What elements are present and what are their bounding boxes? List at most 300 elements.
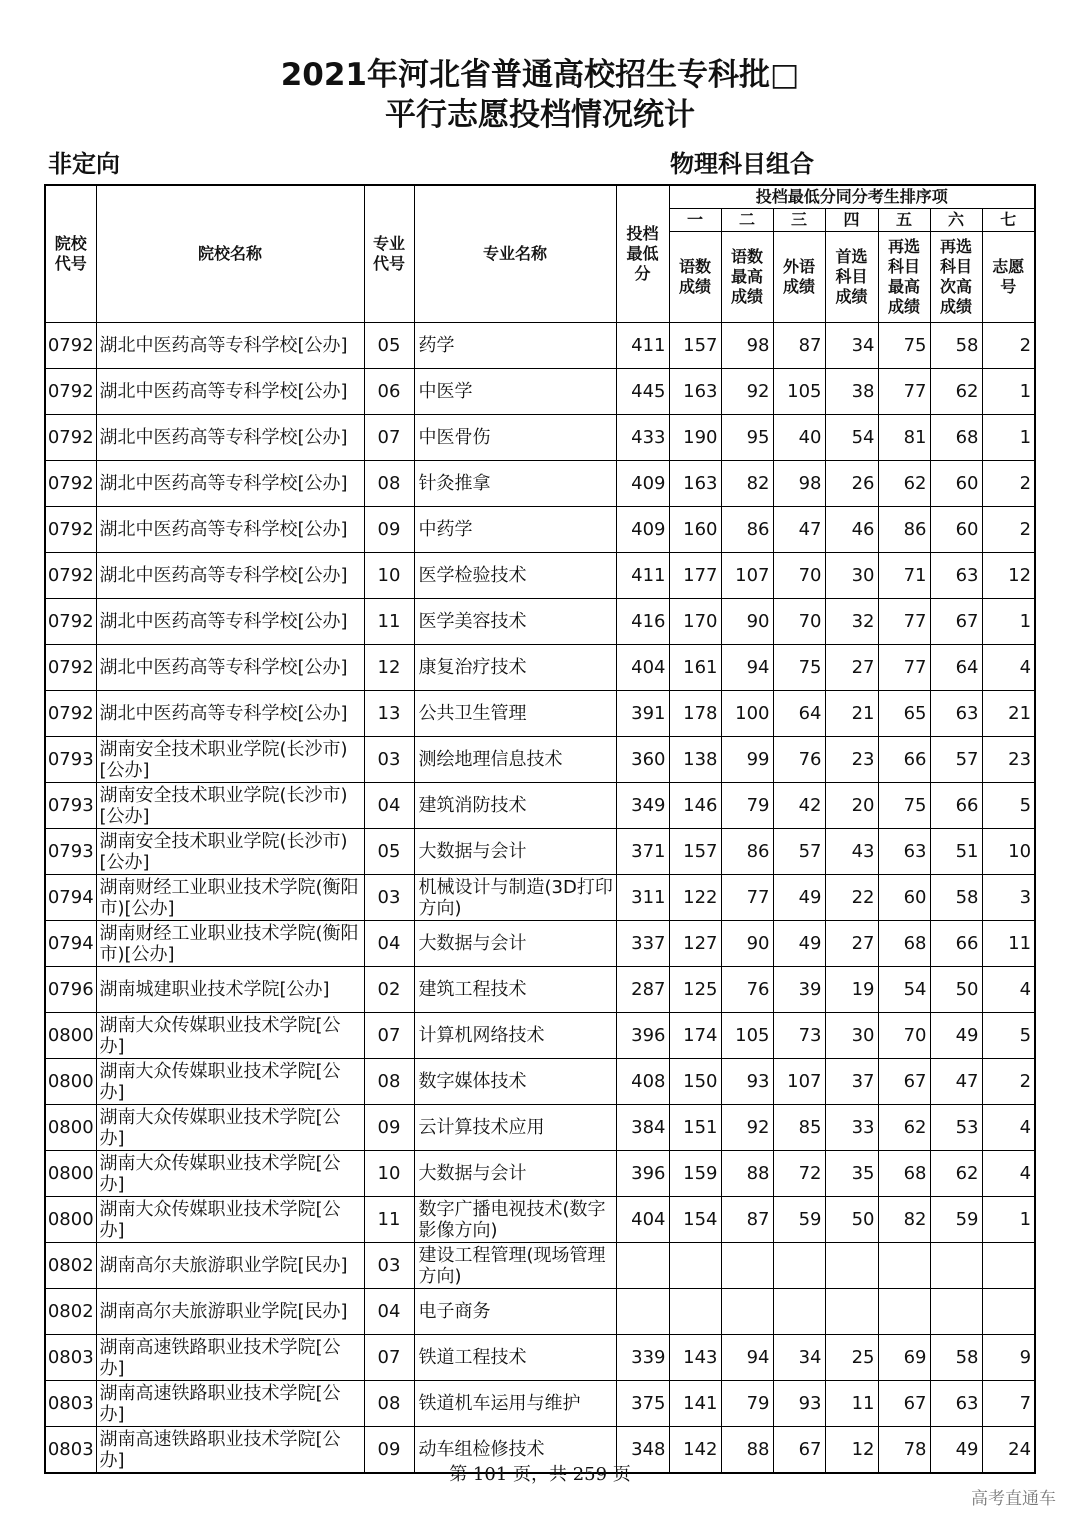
cell-school-code: 0792 xyxy=(45,461,96,507)
cell-elective-second: 63 xyxy=(930,1381,982,1427)
cell-first-subject: 50 xyxy=(825,1197,878,1243)
cell-major-name: 机械设计与制造(3D打印方向) xyxy=(414,875,616,921)
cell-chinese-math-score: 142 xyxy=(669,1427,721,1474)
cell-chinese-math-score xyxy=(669,1289,721,1335)
cell-school-code: 0802 xyxy=(45,1289,96,1335)
cell-chinese-math-score: 141 xyxy=(669,1381,721,1427)
cell-school-code: 0800 xyxy=(45,1105,96,1151)
cell-preference-no xyxy=(982,1289,1035,1335)
cell-foreign-language: 98 xyxy=(773,461,825,507)
table-row xyxy=(45,553,1035,599)
cell-elective-second: 49 xyxy=(930,1427,982,1474)
cell-chinese-math-score: 150 xyxy=(669,1059,721,1105)
cell-school-code: 0803 xyxy=(45,1335,96,1381)
cell-elective-max: 81 xyxy=(878,415,930,461)
cell-min-score: 287 xyxy=(616,967,669,1013)
cell-major-code: 06 xyxy=(364,369,414,415)
cell-major-code: 05 xyxy=(364,829,414,875)
cell-major-code: 03 xyxy=(364,737,414,783)
cell-foreign-language: 75 xyxy=(773,645,825,691)
cell-elective-second xyxy=(930,1289,982,1335)
page-footer: 第 101 页，共 259 页 xyxy=(449,1464,631,1485)
cell-min-score: 411 xyxy=(616,323,669,369)
header-item: 外语成绩 xyxy=(773,232,825,323)
cell-min-score: 411 xyxy=(616,553,669,599)
header-school-name: 院校名称 xyxy=(96,185,364,323)
cell-first-subject: 21 xyxy=(825,691,878,737)
cell-elective-second xyxy=(930,1243,982,1289)
cell-chinese-math-max: 79 xyxy=(721,1381,773,1427)
header-rank: 七 xyxy=(982,209,1035,232)
cell-major-code: 09 xyxy=(364,1105,414,1151)
cell-chinese-math-score xyxy=(669,1243,721,1289)
cell-foreign-language: 73 xyxy=(773,1013,825,1059)
cell-min-score: 409 xyxy=(616,461,669,507)
watermark: 高考直通车 xyxy=(971,1489,1056,1509)
cell-min-score: 445 xyxy=(616,369,669,415)
cell-first-subject: 34 xyxy=(825,323,878,369)
cell-elective-second: 50 xyxy=(930,967,982,1013)
cell-foreign-language: 40 xyxy=(773,415,825,461)
cell-major-name: 中药学 xyxy=(414,507,616,553)
cell-min-score xyxy=(616,1289,669,1335)
cell-school-code: 0792 xyxy=(45,323,96,369)
cell-elective-max: 68 xyxy=(878,921,930,967)
table-row xyxy=(45,1197,1035,1243)
cell-chinese-math-score: 146 xyxy=(669,783,721,829)
table-row xyxy=(45,1059,1035,1105)
cell-first-subject: 46 xyxy=(825,507,878,553)
header-item: 首选科目成绩 xyxy=(825,232,878,323)
cell-min-score: 349 xyxy=(616,783,669,829)
cell-major-code: 11 xyxy=(364,1197,414,1243)
cell-first-subject: 32 xyxy=(825,599,878,645)
cell-school-name: 湖北中医药高等专科学校[公办] xyxy=(96,691,364,737)
cell-foreign-language: 57 xyxy=(773,829,825,875)
cell-elective-max: 67 xyxy=(878,1059,930,1105)
cell-school-name: 湖北中医药高等专科学校[公办] xyxy=(96,645,364,691)
header-item: 再选科目最高成绩 xyxy=(878,232,930,323)
subtitle-category: 非定向 xyxy=(48,150,120,178)
cell-school-name: 湖南城建职业技术学院[公办] xyxy=(96,967,364,1013)
cell-school-name: 湖南大众传媒职业技术学院[公办] xyxy=(96,1013,364,1059)
cell-school-code: 0793 xyxy=(45,737,96,783)
cell-preference-no: 4 xyxy=(982,1105,1035,1151)
cell-chinese-math-score: 163 xyxy=(669,461,721,507)
cell-min-score: 311 xyxy=(616,875,669,921)
cell-elective-second: 53 xyxy=(930,1105,982,1151)
cell-foreign-language: 49 xyxy=(773,921,825,967)
cell-elective-second: 68 xyxy=(930,415,982,461)
cell-elective-second: 63 xyxy=(930,691,982,737)
cell-foreign-language xyxy=(773,1289,825,1335)
table-row xyxy=(45,1013,1035,1059)
cell-school-name: 湖北中医药高等专科学校[公办] xyxy=(96,369,364,415)
cell-chinese-math-max xyxy=(721,1289,773,1335)
cell-elective-max: 67 xyxy=(878,1381,930,1427)
cell-foreign-language: 85 xyxy=(773,1105,825,1151)
cell-school-code: 0800 xyxy=(45,1197,96,1243)
cell-elective-max: 69 xyxy=(878,1335,930,1381)
cell-elective-max: 75 xyxy=(878,783,930,829)
cell-elective-max: 66 xyxy=(878,737,930,783)
cell-preference-no: 1 xyxy=(982,415,1035,461)
table-header xyxy=(45,185,1035,323)
cell-elective-second: 60 xyxy=(930,461,982,507)
cell-elective-second: 57 xyxy=(930,737,982,783)
cell-major-code: 10 xyxy=(364,553,414,599)
cell-first-subject: 43 xyxy=(825,829,878,875)
cell-chinese-math-score: 163 xyxy=(669,369,721,415)
cell-elective-second: 64 xyxy=(930,645,982,691)
cell-school-code: 0802 xyxy=(45,1243,96,1289)
cell-chinese-math-score: 127 xyxy=(669,921,721,967)
cell-major-name: 铁道机车运用与维护 xyxy=(414,1381,616,1427)
cell-elective-max: 65 xyxy=(878,691,930,737)
cell-preference-no: 2 xyxy=(982,323,1035,369)
cell-major-name: 动车组检修技术 xyxy=(414,1427,616,1474)
cell-chinese-math-score: 159 xyxy=(669,1151,721,1197)
cell-foreign-language: 59 xyxy=(773,1197,825,1243)
cell-major-code: 11 xyxy=(364,599,414,645)
cell-min-score xyxy=(616,1243,669,1289)
cell-major-code: 05 xyxy=(364,323,414,369)
cell-chinese-math-max: 76 xyxy=(721,967,773,1013)
cell-elective-second: 67 xyxy=(930,599,982,645)
cell-major-code: 04 xyxy=(364,921,414,967)
cell-preference-no: 11 xyxy=(982,921,1035,967)
cell-min-score: 360 xyxy=(616,737,669,783)
cell-school-code: 0792 xyxy=(45,691,96,737)
cell-preference-no: 5 xyxy=(982,783,1035,829)
cell-first-subject: 26 xyxy=(825,461,878,507)
table-row xyxy=(45,1335,1035,1381)
cell-first-subject: 11 xyxy=(825,1381,878,1427)
cell-major-name: 建筑工程技术 xyxy=(414,967,616,1013)
cell-foreign-language: 64 xyxy=(773,691,825,737)
cell-major-name: 建设工程管理(现场管理方向) xyxy=(414,1243,616,1289)
cell-min-score: 404 xyxy=(616,1197,669,1243)
cell-chinese-math-max xyxy=(721,1243,773,1289)
cell-school-name: 湖南高速铁路职业技术学院[公办] xyxy=(96,1335,364,1381)
table-row xyxy=(45,369,1035,415)
cell-school-name: 湖南高速铁路职业技术学院[公办] xyxy=(96,1427,364,1474)
cell-major-name: 中医学 xyxy=(414,369,616,415)
cell-chinese-math-max: 93 xyxy=(721,1059,773,1105)
cell-school-name: 湖北中医药高等专科学校[公办] xyxy=(96,415,364,461)
cell-major-name: 数字媒体技术 xyxy=(414,1059,616,1105)
cell-preference-no: 1 xyxy=(982,1197,1035,1243)
cell-school-name: 湖北中医药高等专科学校[公办] xyxy=(96,599,364,645)
cell-chinese-math-max: 90 xyxy=(721,599,773,645)
cell-preference-no: 23 xyxy=(982,737,1035,783)
cell-school-name: 湖北中医药高等专科学校[公办] xyxy=(96,323,364,369)
cell-major-name: 针灸推拿 xyxy=(414,461,616,507)
cell-school-code: 0792 xyxy=(45,369,96,415)
table-row xyxy=(45,323,1035,369)
cell-school-code: 0796 xyxy=(45,967,96,1013)
cell-school-name: 湖南安全技术职业学院(长沙市)[公办] xyxy=(96,783,364,829)
cell-chinese-math-score: 151 xyxy=(669,1105,721,1151)
cell-foreign-language: 49 xyxy=(773,875,825,921)
cell-school-code: 0794 xyxy=(45,921,96,967)
cell-chinese-math-max: 92 xyxy=(721,369,773,415)
cell-first-subject: 20 xyxy=(825,783,878,829)
header-rank: 二 xyxy=(721,209,773,232)
cell-preference-no: 21 xyxy=(982,691,1035,737)
cell-major-code: 07 xyxy=(364,1013,414,1059)
table-row xyxy=(45,599,1035,645)
cell-school-code: 0800 xyxy=(45,1151,96,1197)
cell-elective-max: 82 xyxy=(878,1197,930,1243)
cell-first-subject: 33 xyxy=(825,1105,878,1151)
cell-school-code: 0803 xyxy=(45,1427,96,1474)
table-row xyxy=(45,829,1035,875)
cell-first-subject: 25 xyxy=(825,1335,878,1381)
header-rank: 三 xyxy=(773,209,825,232)
cell-school-name: 湖南高尔夫旅游职业学院[民办] xyxy=(96,1289,364,1335)
cell-chinese-math-score: 190 xyxy=(669,415,721,461)
cell-school-name: 湖南安全技术职业学院(长沙市)[公办] xyxy=(96,737,364,783)
cell-elective-second: 58 xyxy=(930,323,982,369)
cell-major-name: 大数据与会计 xyxy=(414,921,616,967)
cell-preference-no: 3 xyxy=(982,875,1035,921)
cell-foreign-language: 70 xyxy=(773,599,825,645)
table-row xyxy=(45,783,1035,829)
cell-major-name: 公共卫生管理 xyxy=(414,691,616,737)
cell-chinese-math-score: 122 xyxy=(669,875,721,921)
cell-elective-max: 54 xyxy=(878,967,930,1013)
cell-major-code: 08 xyxy=(364,1059,414,1105)
cell-school-code: 0793 xyxy=(45,829,96,875)
cell-chinese-math-score: 138 xyxy=(669,737,721,783)
cell-chinese-math-max: 92 xyxy=(721,1105,773,1151)
cell-min-score: 404 xyxy=(616,645,669,691)
cell-first-subject: 22 xyxy=(825,875,878,921)
cell-school-name: 湖南财经工业职业技术学院(衡阳市)[公办] xyxy=(96,875,364,921)
cell-elective-second: 60 xyxy=(930,507,982,553)
header-rank: 五 xyxy=(878,209,930,232)
admission-table xyxy=(44,184,1036,1474)
header-item: 志愿号 xyxy=(982,232,1035,323)
cell-elective-second: 66 xyxy=(930,921,982,967)
cell-foreign-language: 87 xyxy=(773,323,825,369)
header-rank: 六 xyxy=(930,209,982,232)
cell-elective-max: 68 xyxy=(878,1151,930,1197)
cell-chinese-math-max: 95 xyxy=(721,415,773,461)
cell-preference-no: 1 xyxy=(982,369,1035,415)
table-row xyxy=(45,1151,1035,1197)
header-rank: 一 xyxy=(669,209,721,232)
header-item: 再选科目次高成绩 xyxy=(930,232,982,323)
header-major-name: 专业名称 xyxy=(414,185,616,323)
cell-major-code: 03 xyxy=(364,875,414,921)
cell-preference-no: 1 xyxy=(982,599,1035,645)
cell-elective-second: 59 xyxy=(930,1197,982,1243)
header-item: 语数最高成绩 xyxy=(721,232,773,323)
cell-major-name: 电子商务 xyxy=(414,1289,616,1335)
cell-chinese-math-max: 88 xyxy=(721,1151,773,1197)
cell-school-name: 湖南大众传媒职业技术学院[公办] xyxy=(96,1059,364,1105)
cell-major-code: 10 xyxy=(364,1151,414,1197)
cell-school-name: 湖南大众传媒职业技术学院[公办] xyxy=(96,1105,364,1151)
table-row xyxy=(45,875,1035,921)
cell-first-subject: 30 xyxy=(825,553,878,599)
page-title-line2: 平行志愿投档情况统计 xyxy=(385,97,695,133)
cell-preference-no: 2 xyxy=(982,461,1035,507)
cell-major-code: 04 xyxy=(364,1289,414,1335)
cell-preference-no: 4 xyxy=(982,645,1035,691)
cell-elective-max xyxy=(878,1289,930,1335)
cell-elective-max: 86 xyxy=(878,507,930,553)
cell-chinese-math-max: 86 xyxy=(721,829,773,875)
cell-foreign-language: 72 xyxy=(773,1151,825,1197)
cell-school-code: 0803 xyxy=(45,1381,96,1427)
table-row xyxy=(45,737,1035,783)
cell-chinese-math-max: 98 xyxy=(721,323,773,369)
cell-school-name: 湖南高尔夫旅游职业学院[民办] xyxy=(96,1243,364,1289)
cell-chinese-math-score: 154 xyxy=(669,1197,721,1243)
cell-major-code: 08 xyxy=(364,461,414,507)
cell-chinese-math-max: 77 xyxy=(721,875,773,921)
cell-major-code: 13 xyxy=(364,691,414,737)
header-major-code: 专业代号 xyxy=(364,185,414,323)
cell-preference-no: 9 xyxy=(982,1335,1035,1381)
cell-first-subject: 38 xyxy=(825,369,878,415)
cell-elective-max: 75 xyxy=(878,323,930,369)
table-row xyxy=(45,507,1035,553)
header-item: 语数成绩 xyxy=(669,232,721,323)
cell-elective-max: 62 xyxy=(878,1105,930,1151)
cell-major-code: 04 xyxy=(364,783,414,829)
cell-chinese-math-score: 161 xyxy=(669,645,721,691)
cell-chinese-math-score: 125 xyxy=(669,967,721,1013)
cell-first-subject xyxy=(825,1289,878,1335)
cell-chinese-math-score: 177 xyxy=(669,553,721,599)
cell-min-score: 408 xyxy=(616,1059,669,1105)
header-min-score: 投档最低分 xyxy=(616,185,669,323)
cell-elective-second: 58 xyxy=(930,1335,982,1381)
cell-preference-no: 12 xyxy=(982,553,1035,599)
cell-foreign-language: 42 xyxy=(773,783,825,829)
cell-elective-second: 66 xyxy=(930,783,982,829)
cell-foreign-language: 47 xyxy=(773,507,825,553)
cell-chinese-math-max: 82 xyxy=(721,461,773,507)
cell-foreign-language: 39 xyxy=(773,967,825,1013)
cell-major-name: 医学检验技术 xyxy=(414,553,616,599)
cell-school-name: 湖南大众传媒职业技术学院[公办] xyxy=(96,1151,364,1197)
cell-major-name: 中医骨伤 xyxy=(414,415,616,461)
cell-min-score: 396 xyxy=(616,1151,669,1197)
cell-school-code: 0800 xyxy=(45,1013,96,1059)
cell-foreign-language: 70 xyxy=(773,553,825,599)
cell-chinese-math-max: 79 xyxy=(721,783,773,829)
cell-preference-no: 4 xyxy=(982,967,1035,1013)
cell-elective-max: 77 xyxy=(878,369,930,415)
cell-foreign-language: 105 xyxy=(773,369,825,415)
cell-first-subject: 23 xyxy=(825,737,878,783)
cell-major-name: 数字广播电视技术(数字影像方向) xyxy=(414,1197,616,1243)
cell-elective-second: 49 xyxy=(930,1013,982,1059)
cell-preference-no: 10 xyxy=(982,829,1035,875)
cell-elective-max: 70 xyxy=(878,1013,930,1059)
table-row xyxy=(45,1381,1035,1427)
cell-major-name: 大数据与会计 xyxy=(414,829,616,875)
cell-preference-no: 5 xyxy=(982,1013,1035,1059)
cell-first-subject: 37 xyxy=(825,1059,878,1105)
header-school-code: 院校代号 xyxy=(45,185,96,323)
table-body xyxy=(45,323,1035,1474)
cell-min-score: 375 xyxy=(616,1381,669,1427)
cell-major-name: 铁道工程技术 xyxy=(414,1335,616,1381)
cell-chinese-math-score: 174 xyxy=(669,1013,721,1059)
cell-preference-no: 2 xyxy=(982,1059,1035,1105)
cell-major-code: 02 xyxy=(364,967,414,1013)
cell-school-name: 湖南财经工业职业技术学院(衡阳市)[公办] xyxy=(96,921,364,967)
cell-foreign-language: 93 xyxy=(773,1381,825,1427)
cell-elective-max: 63 xyxy=(878,829,930,875)
table-row xyxy=(45,921,1035,967)
cell-min-score: 337 xyxy=(616,921,669,967)
page-title-line1: 2021年河北省普通高校招生专科批□ xyxy=(280,57,800,93)
cell-preference-no: 24 xyxy=(982,1427,1035,1474)
cell-chinese-math-max: 100 xyxy=(721,691,773,737)
cell-school-name: 湖南高速铁路职业技术学院[公办] xyxy=(96,1381,364,1427)
cell-chinese-math-max: 87 xyxy=(721,1197,773,1243)
cell-school-code: 0800 xyxy=(45,1059,96,1105)
cell-min-score: 348 xyxy=(616,1427,669,1474)
cell-chinese-math-max: 94 xyxy=(721,1335,773,1381)
cell-chinese-math-max: 99 xyxy=(721,737,773,783)
cell-first-subject: 27 xyxy=(825,645,878,691)
cell-elective-max: 78 xyxy=(878,1427,930,1474)
cell-school-code: 0792 xyxy=(45,507,96,553)
cell-elective-max: 60 xyxy=(878,875,930,921)
cell-school-code: 0792 xyxy=(45,553,96,599)
cell-chinese-math-score: 160 xyxy=(669,507,721,553)
cell-foreign-language: 67 xyxy=(773,1427,825,1474)
cell-first-subject xyxy=(825,1243,878,1289)
cell-min-score: 396 xyxy=(616,1013,669,1059)
cell-major-name: 大数据与会计 xyxy=(414,1151,616,1197)
cell-major-code: 08 xyxy=(364,1381,414,1427)
cell-major-name: 医学美容技术 xyxy=(414,599,616,645)
cell-elective-second: 62 xyxy=(930,369,982,415)
cell-min-score: 391 xyxy=(616,691,669,737)
cell-elective-max: 62 xyxy=(878,461,930,507)
cell-chinese-math-max: 86 xyxy=(721,507,773,553)
cell-first-subject: 30 xyxy=(825,1013,878,1059)
table-row xyxy=(45,691,1035,737)
cell-chinese-math-score: 143 xyxy=(669,1335,721,1381)
cell-chinese-math-max: 94 xyxy=(721,645,773,691)
cell-chinese-math-score: 157 xyxy=(669,829,721,875)
cell-foreign-language: 34 xyxy=(773,1335,825,1381)
cell-elective-second: 63 xyxy=(930,553,982,599)
table-row xyxy=(45,415,1035,461)
cell-major-name: 康复治疗技术 xyxy=(414,645,616,691)
cell-major-code: 09 xyxy=(364,1427,414,1474)
cell-chinese-math-score: 157 xyxy=(669,323,721,369)
cell-school-name: 湖北中医药高等专科学校[公办] xyxy=(96,461,364,507)
cell-foreign-language: 76 xyxy=(773,737,825,783)
table-row xyxy=(45,461,1035,507)
cell-school-code: 0792 xyxy=(45,599,96,645)
cell-elective-max: 77 xyxy=(878,599,930,645)
header-tiebreak-group: 投档最低分同分考生排序项 xyxy=(669,185,1035,209)
cell-first-subject: 27 xyxy=(825,921,878,967)
cell-foreign-language xyxy=(773,1243,825,1289)
